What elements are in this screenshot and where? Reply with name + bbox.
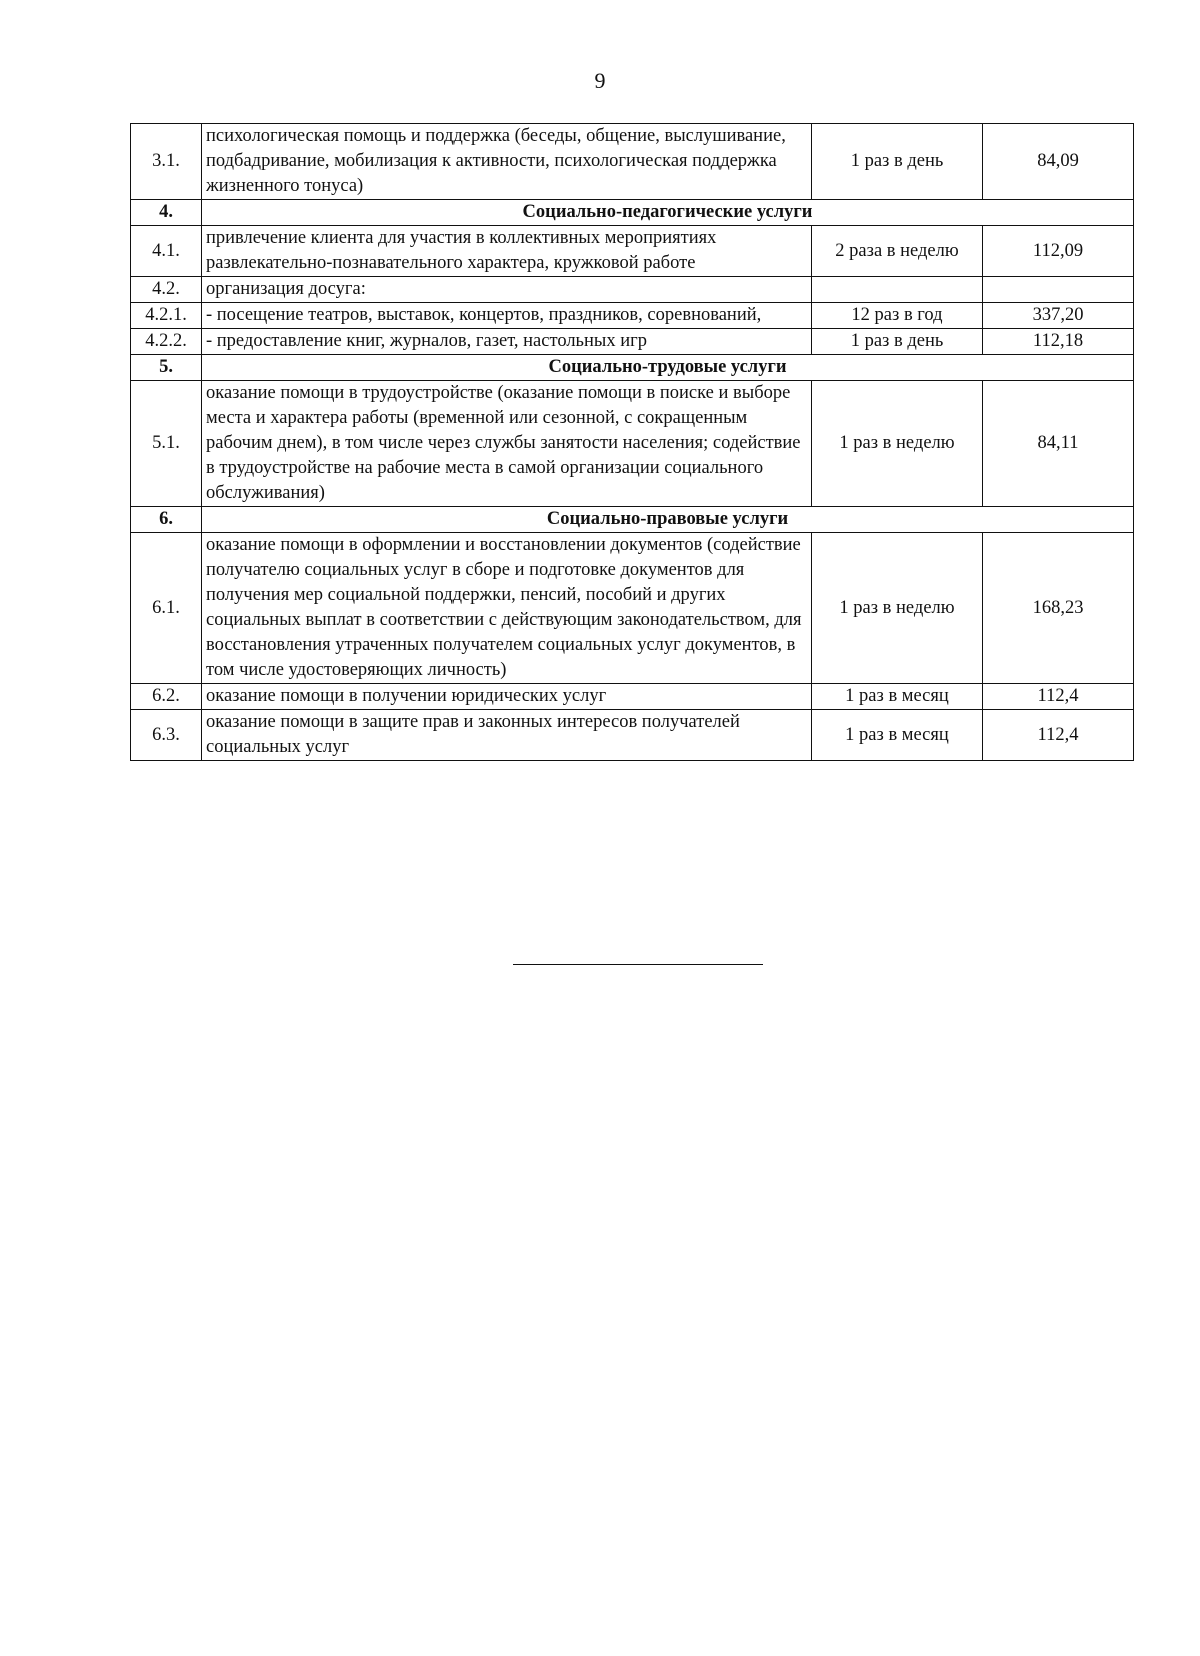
row-description: оказание помощи в трудоустройстве (оказание помощи в поиске и выборе места и характера работы (временной или сезонной, с сокращенным рабочим днем), в том числе через службы занятости населения; содействие в трудоустройстве на рабочие места в самой организации социального обслуживания) [202, 381, 812, 507]
end-rule [513, 964, 763, 965]
table-row [131, 226, 1134, 277]
table-row [131, 684, 1134, 710]
row-description: - посещение театров, выставок, концертов, праздников, соревнований, [202, 303, 812, 329]
row-price: 168,23 [983, 533, 1134, 684]
section-row [131, 355, 1134, 381]
row-frequency: 1 раз в день [812, 124, 983, 200]
section-number: 5. [131, 355, 202, 381]
services-table [130, 123, 1134, 761]
section-title: Социально-педагогические услуги [202, 200, 1134, 226]
row-price: 112,4 [983, 710, 1134, 761]
table-row [131, 303, 1134, 329]
row-price [983, 277, 1134, 303]
section-title: Социально-правовые услуги [202, 507, 1134, 533]
table-row [131, 277, 1134, 303]
row-description: привлечение клиента для участия в коллективных мероприятиях развлекательно-познавательного характера, кружковой работе [202, 226, 812, 277]
section-title: Социально-трудовые услуги [202, 355, 1134, 381]
row-frequency: 1 раз в день [812, 329, 983, 355]
row-frequency: 1 раз в месяц [812, 684, 983, 710]
row-description: оказание помощи в оформлении и восстановлении документов (содействие получателю социальных услуг в сборе и подготовке документов для получения мер социальной поддержки, пенсий, пособий и других социальных выплат в соответствии с действующим законодательством, для восстановления утраченных получателем социальных услуг документов, в том числе удостоверяющих личность) [202, 533, 812, 684]
row-frequency: 12 раз в год [812, 303, 983, 329]
row-number: 6.3. [131, 710, 202, 761]
row-number: 6.2. [131, 684, 202, 710]
row-frequency: 1 раз в неделю [812, 533, 983, 684]
row-price: 84,11 [983, 381, 1134, 507]
row-description: оказание помощи в защите прав и законных интересов получателей социальных услуг [202, 710, 812, 761]
row-frequency [812, 277, 983, 303]
row-number: 4.1. [131, 226, 202, 277]
page-number: 9 [594, 68, 606, 93]
row-number: 6.1. [131, 533, 202, 684]
section-row [131, 200, 1134, 226]
row-price: 337,20 [983, 303, 1134, 329]
row-description: организация досуга: [202, 277, 812, 303]
section-row [131, 507, 1134, 533]
row-price: 112,4 [983, 684, 1134, 710]
row-frequency: 1 раз в месяц [812, 710, 983, 761]
row-description: - предоставление книг, журналов, газет, настольных игр [202, 329, 812, 355]
row-price: 112,09 [983, 226, 1134, 277]
row-description: оказание помощи в получении юридических услуг [202, 684, 812, 710]
row-number: 3.1. [131, 124, 202, 200]
row-frequency: 1 раз в неделю [812, 381, 983, 507]
row-price: 112,18 [983, 329, 1134, 355]
row-number: 5.1. [131, 381, 202, 507]
row-number: 4.2. [131, 277, 202, 303]
row-number: 4.2.1. [131, 303, 202, 329]
row-number: 4.2.2. [131, 329, 202, 355]
table-row [131, 533, 1134, 684]
table-row [131, 381, 1134, 507]
table-row [131, 710, 1134, 761]
row-description: психологическая помощь и поддержка (беседы, общение, выслушивание, подбадривание, мобилизация к активности, психологическая поддержка жизненного тонуса) [202, 124, 812, 200]
table-row [131, 329, 1134, 355]
table-row [131, 124, 1134, 200]
services-table-body [131, 124, 1134, 761]
row-price: 84,09 [983, 124, 1134, 200]
section-number: 4. [131, 200, 202, 226]
section-number: 6. [131, 507, 202, 533]
row-frequency: 2 раза в неделю [812, 226, 983, 277]
